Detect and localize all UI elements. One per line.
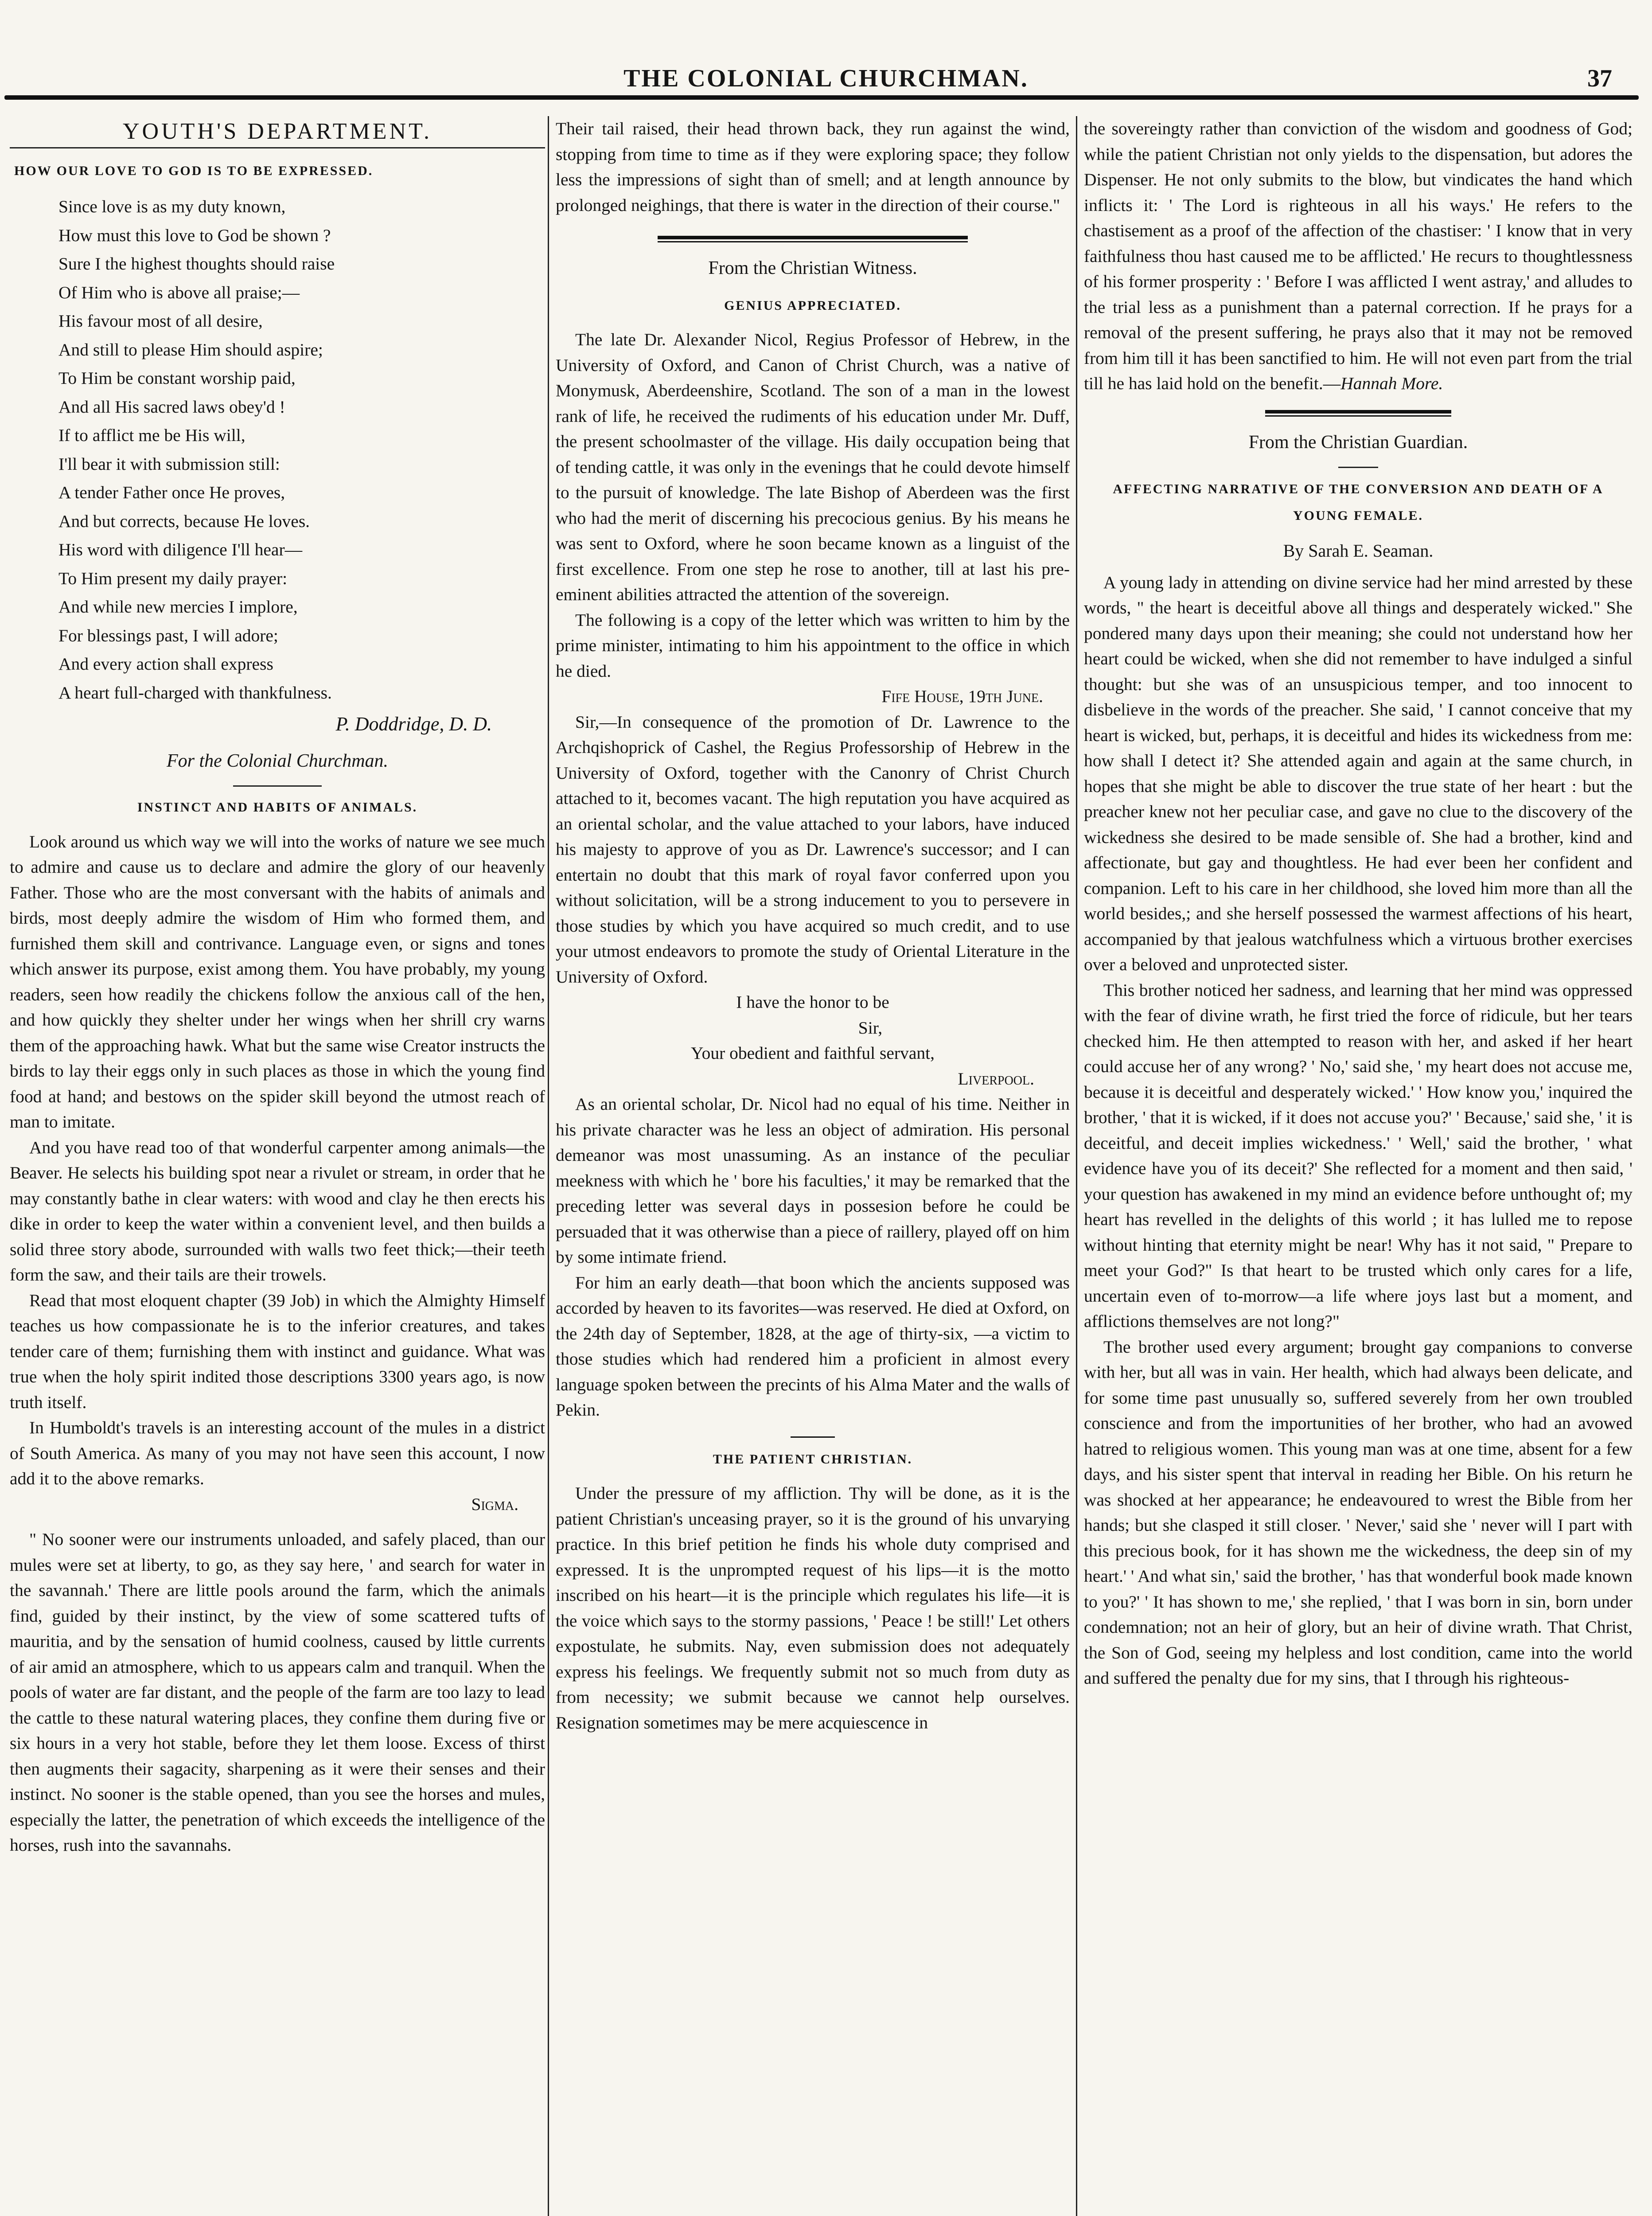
department-title: YOUTH'S DEPARTMENT. (122, 119, 432, 144)
article-source: From the Christian Witness. (708, 258, 917, 278)
column-2 (553, 116, 1072, 2216)
newspaper-title: THE COLONIAL CHURCHMAN. (623, 65, 1029, 92)
letter-close: Sir, (858, 1018, 883, 1038)
poem-line: Since love is as my duty known, (58, 197, 286, 216)
poem-line: And all His sacred laws obey'd ! (58, 397, 285, 417)
byline: By Sarah E. Seaman. (1283, 541, 1434, 561)
letter-close: Your obedient and faithful servant, (691, 1043, 935, 1063)
continued-author: Hannah More. (1340, 374, 1443, 393)
section-divider (1265, 410, 1451, 417)
quoted-passage: " No sooner were our instruments unloaded, and safely placed, than our mules were set at liberty, to go, as they say here, ' and search for water in the savannah.' There are little pools around the farm, which the animals find, guided by their instinct, by the view of some scattered tufts of mauritia, and by the sensation of humid coolness, caused by little currents of air amid an atmosphere, which to us appears calm and tranquil. When the pools of water are far distant, and the people of the farm are too lazy to lead the cattle to these natural watering places, they confine them during five or six hours in a very hot stable, before they let them loose. Excess of thirst then augments their sagacity, sharpening as it were their senses and their instinct. No sooner is the stable opened, than you see the horses and mules, especially the latter, the penetration of which exceeds the intelligence of the horses, rush into the savannahs. (10, 1529, 545, 1855)
poem-line: His favour most of all desire, (58, 311, 263, 331)
paragraph: The late Dr. Alexander Nicol, Regius Professor of Hebrew, in the University of Oxford, and Canon of Christ Church, was a native of Monymusk, Aberdeenshire, Scotland. The son of a man in the lowest rank of life, he received the rudiments of his education under Mr. Duff, the present schoolmaster of the village. His daily occupation being that of tending cattle, it was only in the evenings that he could devote himself to the pursuit of knowledge. The late Bishop of Aberdeen was the first who had the merit of discerning his precocious genius. By his means he was sent to Oxford, where he soon became known as a linguist of the first excellence. From one step he rose to another, till at last his pre-eminent abilities attracted the attention of the sovereign. (556, 330, 1070, 604)
poem-author: P. Doddridge, D. D. (335, 713, 492, 735)
article-title: INSTINCT AND HABITS OF ANIMALS. (137, 800, 418, 815)
column-divider (548, 116, 549, 2216)
poem-title: HOW OUR LOVE TO GOD IS TO BE EXPRESSED. (14, 163, 374, 178)
article-body (10, 829, 545, 1492)
header-rule (4, 95, 1639, 100)
paragraph: In Humboldt's travels is an interesting account of the mules in a district of South America. As many of you may not have seen this account, I now add it to the above remarks. (10, 1418, 545, 1488)
poem-line: For blessings past, I will adore; (58, 625, 278, 645)
poem-line: If to afflict me be His will, (58, 425, 245, 445)
continued-text: Their tail raised, their head thrown back, they run against the wind, stopping from time to time as if they were exploring space; they follow less the impressions of sight than of smell; and at length announce by prolonged neighings, that there is water in the direction of their course." (556, 119, 1070, 215)
poem-line: And every action shall express (58, 654, 273, 674)
poem-line: Sure I the highest thoughts should raise (58, 254, 335, 273)
paragraph: And you have read too of that wonderful carpenter among animals—the Beaver. He selects his building spot near a rivulet or stream, in order that he may constantly bathe in clear waters: with wood and clay he then erects his dike in order to keep the water within a convenient level, and then builds a solid three story abode, surrounded with walls two feet thick;—their teeth form the saw, and their tails are their trowels. (10, 1137, 545, 1284)
article-title: THE PATIENT CHRISTIAN. (713, 1451, 913, 1467)
article-source: For the Colonial Churchman. (166, 750, 389, 771)
article-title: AFFECTING NARRATIVE OF THE CONVERSION AND DEATH OF A YOUNG FEMALE. (1113, 482, 1604, 523)
poem-line: A tender Father once He proves, (58, 483, 285, 502)
paragraph: Read that most eloquent chapter (39 Job) in which the Almighty Himself teaches us how compassionate he is to the inferior creatures, and takes tender care of them; furnishing them with instinct and guidance. What was true when the holy spirit indited those descriptions 3300 years ago, is now truth itself. (10, 1290, 545, 1412)
article-body (1084, 570, 1633, 1691)
poem-line: A heart full-charged with thankfulness. (58, 683, 332, 702)
paragraph: As an oriental scholar, Dr. Nicol had no equal of his time. Neither in his private character was he less an object of admiration. His personal demeanor was most unassuming. As an instance of the peculiar meekness with which he ' bore his faculties,' it may be remarked that the preceding letter was several days in possesion before he could be persuaded that it was otherwise than a piece of raillery, played off on him by some intimate friend. (556, 1094, 1070, 1267)
article-title: GENIUS APPRECIATED. (724, 298, 901, 313)
paragraph: For him an early death—that boon which the ancients supposed was accorded by heaven to its favorites—was reserved. He died at Oxford, on the 24th day of September, 1828, at the age of thirty-six, —a victim to those studies which had rendered him a proficient in almost every language spoken between the precints of his Alma Mater and the walls of Pekin. (556, 1272, 1070, 1420)
poem-line: How must this love to God be shown ? (58, 225, 331, 245)
letter-close: I have the honor to be (736, 992, 889, 1012)
poem-line: I'll bear it with submission still: (58, 454, 280, 474)
paragraph: This brother noticed her sadness, and learning that her mind was oppressed with the fear of divine wrath, he first tried the force of ridicule, but her tears checked him. He then attempted to reason with her, and asked if her heart could accuse her of any wrong? ' No,' said she, ' my heart does not accuse me, because it is deceitful and desperately wicked.' ' How know you,' inquired the brother, ' that it is wicked, if it does not accuse you?' ' Because,' said she, ' it is deceitful, and deceit implies wickedness.' ' Well,' said the brother, ' what evidence have you of its deceit?' She reflected for a moment and then said, ' your question has awakened in my mind an evidence before unthought of; my heart has revelled in the delights of this world ; it has lulled me to repose without hinting that eternity might be near! Why has it not said, " Prepare to meet your God?" Is that heart to be trusted which only cares for a life, uncertain even of to-morrow—a life where joys last but a moment, and afflictions themselves are not long?" (1084, 980, 1633, 1331)
paragraph: Under the pressure of my affliction. Thy will be done, as it is the patient Christian's unceasing prayer, so it is the ground of his unvarying practice. In this brief petition he finds his whole duty comprised and expressed. It is the unprompted request of his lips—it is the motto inscribed on his heart—it is the principle which regulates his life—it is the voice which says to the stormy passions, ' Peace ! be still!' Let others expostulate, he submits. Nay, even submission does not adequately express his feelings. We frequently submit not so much from duty as from necessity; we submit because we cannot help ourselves. Resignation sometimes may be mere acquiescence in (556, 1483, 1070, 1732)
column-1 (4, 116, 545, 2216)
paragraph: The brother used every argument; brought gay companions to converse with her, but all was in vain. Her health, which had always been delicate, and for some time past unusually so, suffered severely from her own troubled conscience and from the importunities of her brother, who had an avowed hatred to religious women. This young man was at one time, absent for a few days, and his sister spent that interval in reading her Bible. On his return he was shocked at her appearance; he endeavoured to wrest the Bible from her hands; but she clasped it still closer. ' Never,' said she ' never will I part with this precious book, for it has shown me the wickedness, the deep sin of my heart.' ' And what sin,' said the brother, ' has that wonderful book made known to you?' ' It has shown to me,' she replied, ' that I was born in sin, born under condemnation; not an heir of glory, but an heir of divine wrath. That Christ, the Son of God, seeing my helpless and lost condition, came into the world and suffered the penalty due for my sins, that I through his righteous- (1084, 1337, 1633, 1688)
poem-line: Of Him who is above all praise;— (58, 282, 300, 302)
paragraph: The following is a copy of the letter which was written to him by the prime minister, intimating to him his appointment to the office in which he died. (556, 610, 1070, 681)
letter-body: Sir,—In consequence of the promotion of Dr. Lawrence to the Archqishoprick of Cashel, the Regius Professorship of Hebrew in the University of Oxford, together with the Canonry of Christ Church attached to it, becomes vacant. The high reputation you have acquired as an oriental scholar, and the value attached to your labors, have induced his majesty to approve of you as Dr. Lawrence's successor; and I can entertain no doubt that this mark of royal favor conferred upon you without solicitation, will be a strong inducement to you to persevere in those studies by which you have acquired so much credit, and to use your utmost endeavors to promote the study of Oriental Literature in the University of Oxford. (556, 712, 1070, 987)
column-divider (1076, 116, 1077, 2216)
article-source: From the Christian Guardian. (1248, 432, 1468, 453)
paragraph: A young lady in attending on divine service had her mind arrested by these words, " the heart is deceitful above all things and desperately wicked." She pondered many days upon their meaning; she could not understand how her heart could be wicked, when she did not remember to have indulged a sinful thought: but she was of an unsuspicious temper, and too innocent to disbelieve in the words of the preacher. She said, ' I cannot conceive that my heart is wicked, but, perhaps, it is deceitful and hides its wickedness from me: how shall I detect it? She attended again and again at the same church, in hopes that she might be able to discover the true state of her heart : but the preacher knew not her peculiar case, and gave no clue to the discovery of the wickedness she desired to be made sensible of. She had a brother, kind and affectionate, but gay and thoughtless. He had ever been her confident and companion. Left to his care in her childhood, she loved him more than all the world besides,; and she herself possessed the warmest affections of his heart, accompanied by that jealous watchfulness which a virtuous brother exercises over a beloved and unprotected sister. (1084, 572, 1633, 974)
poem-line: His word with diligence I'll hear— (58, 540, 303, 559)
poem-line: To Him present my daily prayer: (58, 568, 288, 588)
section-divider (658, 236, 968, 242)
department-rule (10, 147, 545, 148)
poem-line: And but corrects, because He loves. (58, 511, 310, 531)
poem-line: To Him be constant worship paid, (58, 368, 296, 388)
column-3 (1081, 116, 1635, 2216)
letter-dateline: Fife House, 19th June. (881, 687, 1043, 706)
signature: Sigma. (471, 1494, 518, 1514)
page-number: 37 (1587, 65, 1612, 92)
continued-text: the sovereingty rather than conviction of the wisdom and goodness of God; while the patient Christian not only yields to the dispensation, but adores the Dispenser. He not only submits to the blow, but vindicates the hand which inflicts it: ' The Lord is righteous in all his ways.' He refers to the chastisement as a proof of the affection of the chastiser: ' I know that in very faithfulness thou hast caused me to be afflicted.' He recurs to thoughtlessness of his former prosperity : ' Before I was afflicted I went astray,' and alludes to the trial less as a punishment than a paternal correction. If he prays for a removal of the present suffering, he prays also that it may not be removed from him till it has been sanctified to him. He will not even part from the trial till he has laid hold on the benefit.—Hannah More. (1084, 119, 1633, 393)
section-rule (1338, 467, 1378, 468)
letter-signature: Liverpool. (958, 1069, 1034, 1088)
poem (10, 192, 545, 707)
paragraph: Look around us which way we will into the works of nature we see much to admire and cause us to declare and admire the glory of our heavenly Father. Those who are the most conversant with the habits of animals and birds, most deeply admire the wisdom of Him who formed them, and furnished them skill and contrivance. Language even, or signs and tones which answer its purpose, exist among them. You have probably, my young readers, seen how readily the chickens follow the anxious call of the hen, and how quickly they shelter under her wings when her shrill cry warns them of the approaching hawk. What but the same wise Creator instructs the birds to lay their eggs only in such places as those in which the young find food at hand; and bestows on the spider skill beyond the utmost reach of man to imitate. (10, 831, 545, 1131)
section-rule (233, 785, 322, 787)
poem-line: And still to please Him should aspire; (58, 339, 323, 359)
poem-line: And while new mercies I implore, (58, 597, 298, 616)
section-rule (791, 1436, 835, 1438)
